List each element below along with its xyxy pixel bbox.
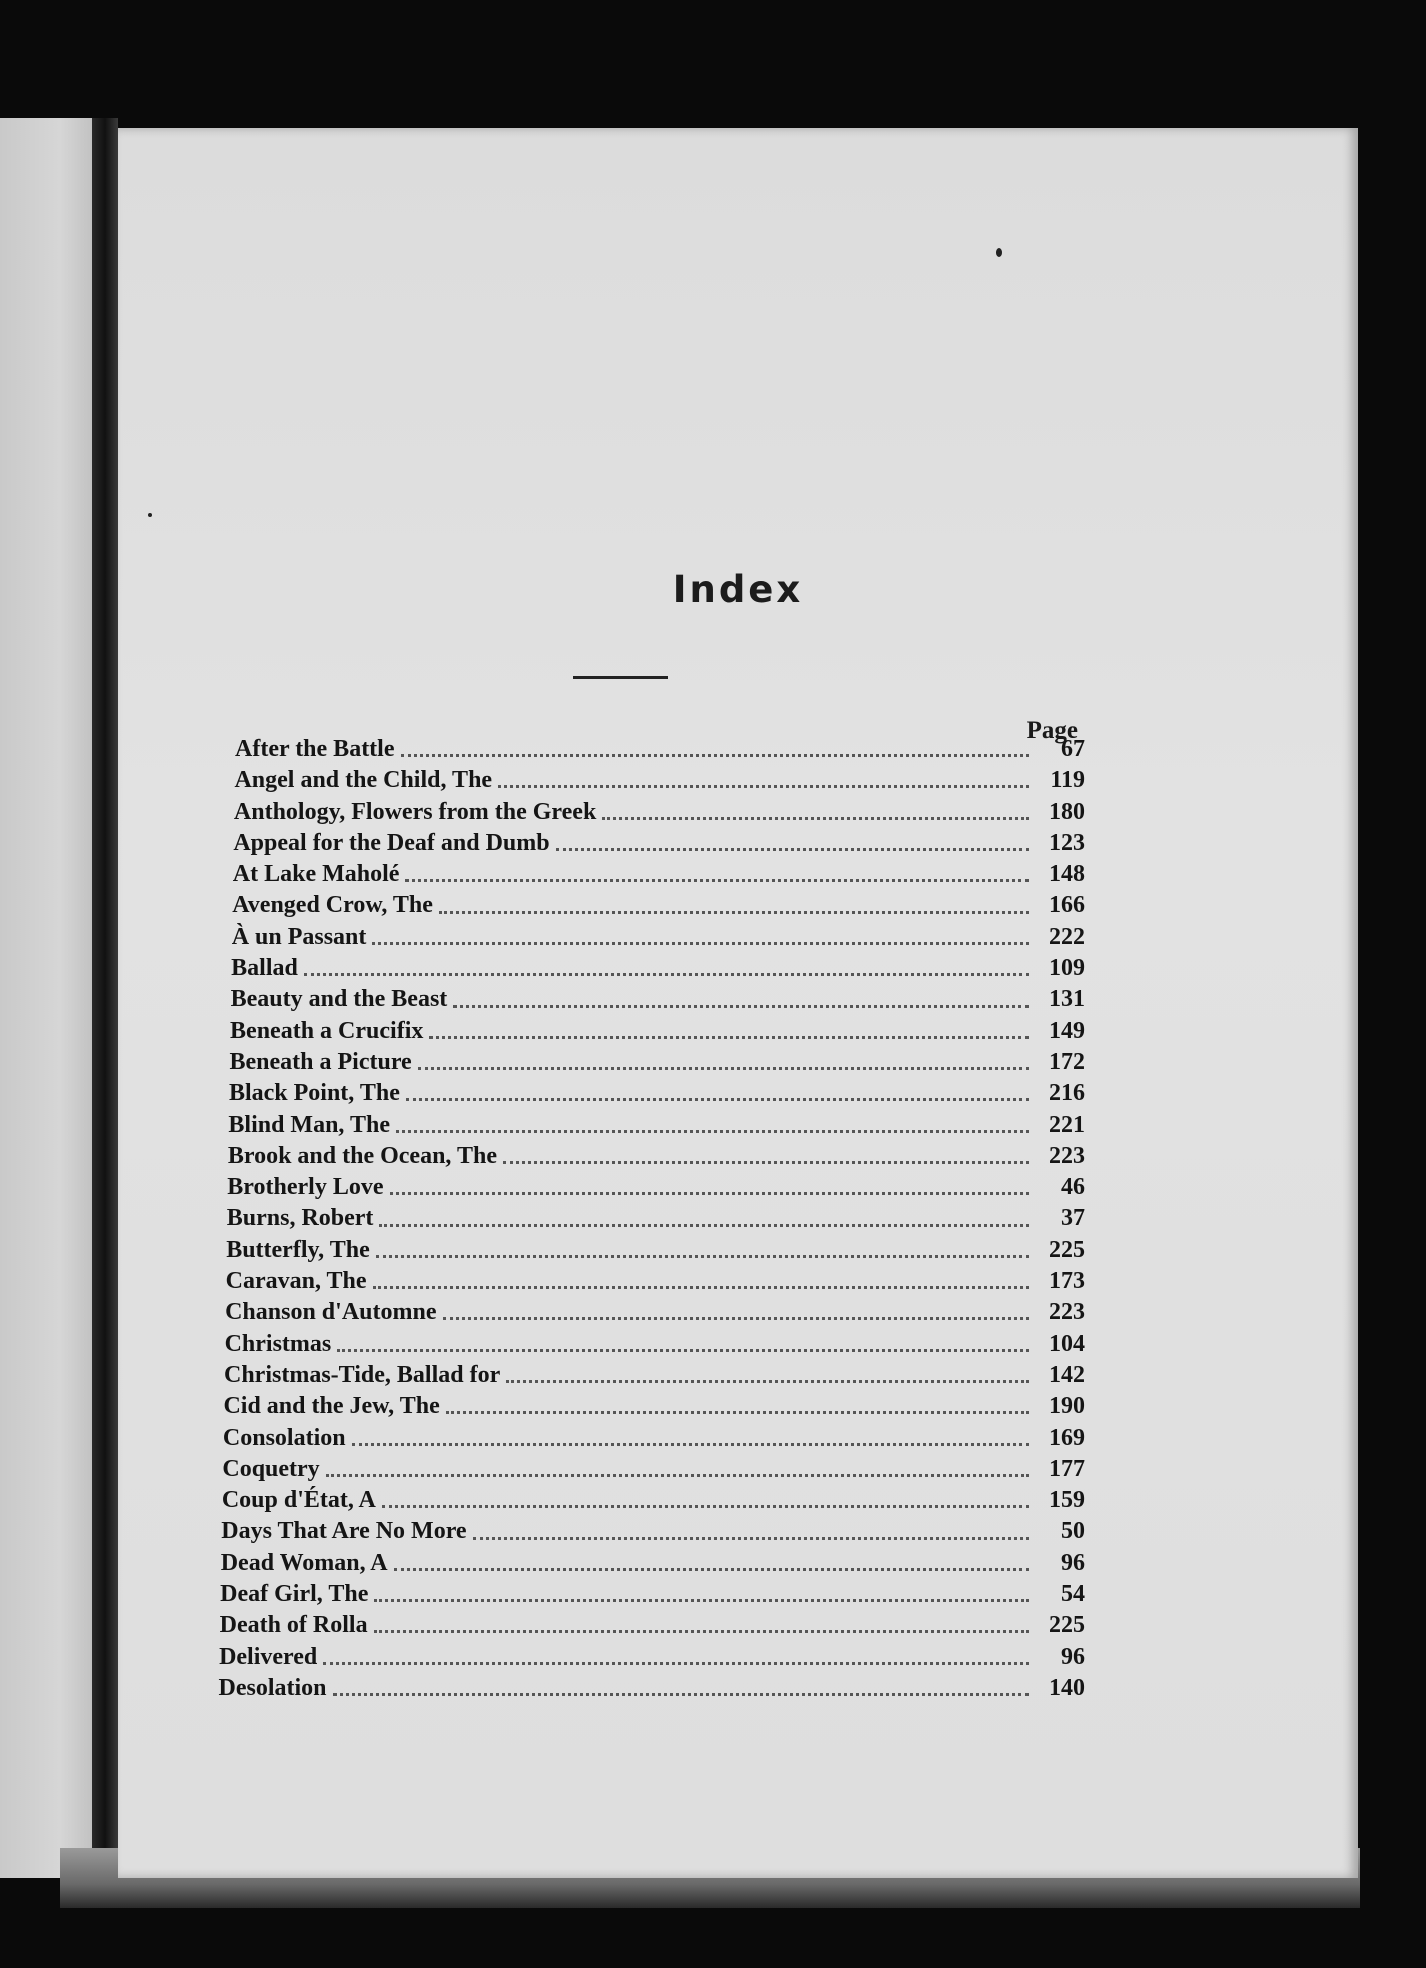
dot-leader xyxy=(374,1630,1029,1633)
entry-title: Beneath a Crucifix xyxy=(230,1017,424,1044)
dot-leader xyxy=(374,1599,1029,1602)
entry-title: Cid and the Jew, The xyxy=(223,1393,440,1420)
index-entry xyxy=(232,890,1085,921)
index-entry xyxy=(221,1516,1085,1547)
entry-page-number: 131 xyxy=(1049,986,1085,1013)
entry-title: Consolation xyxy=(222,1424,346,1451)
entry-title: Anthology, Flowers from the Greek xyxy=(233,798,597,825)
index-entry xyxy=(220,1579,1085,1610)
entry-title: Burns, Robert xyxy=(226,1205,374,1232)
index-entry xyxy=(223,1423,1085,1454)
index-entry xyxy=(225,1329,1085,1360)
entry-title: Beauty and the Beast xyxy=(230,986,448,1013)
book-spine xyxy=(92,118,118,1878)
entry-page-number: 166 xyxy=(1049,892,1085,919)
entry-page-number: 159 xyxy=(1049,1487,1085,1514)
entry-title: Brotherly Love xyxy=(227,1174,384,1201)
index-entry xyxy=(221,1548,1085,1579)
entry-page-number: 169 xyxy=(1049,1424,1085,1451)
dot-leader xyxy=(390,1192,1030,1195)
dot-leader xyxy=(506,1380,1029,1383)
ink-speck xyxy=(148,513,152,517)
entry-page-number: 180 xyxy=(1049,798,1085,825)
index-entry xyxy=(226,1266,1085,1297)
dot-leader xyxy=(379,1224,1029,1227)
entry-page-number: 149 xyxy=(1049,1017,1085,1044)
dot-leader xyxy=(337,1349,1029,1352)
entry-title: Christmas xyxy=(224,1330,332,1357)
index-entry xyxy=(228,1141,1085,1172)
entry-title: Black Point, The xyxy=(228,1080,400,1107)
entry-page-number: 225 xyxy=(1049,1236,1085,1263)
entry-page-number: 104 xyxy=(1049,1330,1085,1357)
dot-leader xyxy=(396,1130,1029,1133)
index-entry xyxy=(234,765,1085,796)
entry-page-number: 67 xyxy=(1061,736,1085,762)
entry-title: Beneath a Picture xyxy=(229,1048,412,1075)
entry-title: Chanson d'Automne xyxy=(225,1299,437,1326)
entry-page-number: 37 xyxy=(1061,1205,1085,1232)
index-entry xyxy=(233,859,1085,890)
entry-page-number: 140 xyxy=(1049,1674,1085,1701)
ink-speck xyxy=(996,248,1002,257)
page-column-heading: Page xyxy=(1026,717,1078,744)
entry-page-number: 46 xyxy=(1061,1174,1085,1201)
dot-leader xyxy=(394,1568,1029,1571)
index-entry xyxy=(228,1110,1085,1141)
entry-title: Deaf Girl, The xyxy=(220,1581,369,1608)
dot-leader xyxy=(453,1005,1029,1008)
entry-page-number: 142 xyxy=(1049,1361,1085,1388)
entry-title: Death of Rolla xyxy=(219,1612,368,1639)
entry-title: À un Passant xyxy=(231,923,367,950)
entry-title: Days That Are No More xyxy=(221,1518,467,1545)
entry-page-number: 96 xyxy=(1061,1549,1085,1576)
dot-leader xyxy=(333,1693,1030,1696)
index-entry xyxy=(235,734,1085,765)
entry-page-number: 173 xyxy=(1049,1268,1085,1295)
index-entry xyxy=(227,1172,1085,1203)
entry-page-number: 190 xyxy=(1049,1393,1085,1420)
entry-page-number: 172 xyxy=(1049,1048,1085,1075)
dot-leader xyxy=(372,942,1029,945)
dot-leader xyxy=(429,1036,1029,1039)
entry-title: Coup d'État, A xyxy=(221,1487,376,1514)
entry-title: Christmas-Tide, Ballad for xyxy=(224,1361,501,1388)
dot-leader xyxy=(376,1255,1029,1258)
entry-title: Butterfly, The xyxy=(226,1236,370,1263)
entry-title: Avenged Crow, The xyxy=(232,892,433,919)
entry-title: Desolation xyxy=(218,1674,327,1701)
index-entry xyxy=(220,1610,1085,1641)
dot-leader xyxy=(304,973,1029,976)
dot-leader xyxy=(352,1443,1029,1446)
entry-page-number: 225 xyxy=(1049,1612,1085,1639)
entry-title: Coquetry xyxy=(222,1455,320,1482)
entry-title: Caravan, The xyxy=(225,1268,367,1295)
dot-leader xyxy=(418,1067,1029,1070)
entry-page-number: 223 xyxy=(1049,1299,1085,1326)
index-entry xyxy=(230,1016,1085,1047)
dot-leader xyxy=(401,754,1030,757)
index-entry xyxy=(223,1391,1085,1422)
entry-page-number: 109 xyxy=(1049,955,1085,982)
dot-leader xyxy=(446,1411,1029,1414)
dot-leader xyxy=(556,848,1029,851)
entry-page-number: 54 xyxy=(1061,1581,1085,1608)
index-entry xyxy=(222,1485,1085,1516)
dot-leader xyxy=(406,1098,1029,1101)
entry-title: Dead Woman, A xyxy=(220,1549,388,1576)
entry-title: Ballad xyxy=(231,955,298,982)
dot-leader xyxy=(405,879,1029,882)
index-entry xyxy=(229,1078,1085,1109)
entry-page-number: 96 xyxy=(1061,1643,1085,1670)
index-entry xyxy=(234,797,1085,828)
entry-page-number: 50 xyxy=(1061,1518,1085,1545)
dot-leader xyxy=(439,911,1029,914)
dot-leader xyxy=(323,1662,1029,1665)
index-entry xyxy=(227,1203,1085,1234)
dot-leader xyxy=(443,1317,1030,1320)
entry-title: At Lake Maholé xyxy=(232,861,400,888)
dot-leader xyxy=(498,785,1029,788)
index-entry xyxy=(231,953,1085,984)
dot-leader xyxy=(503,1161,1029,1164)
entry-title: Blind Man, The xyxy=(228,1111,391,1138)
index-entry xyxy=(224,1360,1085,1391)
index-entry xyxy=(226,1235,1085,1266)
index-entry xyxy=(222,1454,1085,1485)
index-entry xyxy=(233,828,1085,859)
entry-title: Angel and the Child, The xyxy=(234,767,493,794)
entry-page-number: 119 xyxy=(1050,767,1085,794)
index-entry xyxy=(230,1047,1086,1078)
index-entry xyxy=(219,1673,1086,1704)
index-page xyxy=(118,128,1358,1878)
entry-page-number: 221 xyxy=(1049,1111,1085,1138)
entry-title: Delivered xyxy=(219,1643,318,1670)
index-entry xyxy=(219,1642,1085,1673)
entry-page-number: 177 xyxy=(1049,1455,1085,1482)
dot-leader xyxy=(602,817,1029,820)
entry-page-number: 148 xyxy=(1049,861,1085,888)
entry-title: After the Battle xyxy=(235,736,395,762)
dot-leader xyxy=(373,1286,1029,1289)
entry-page-number: 223 xyxy=(1049,1142,1085,1169)
page-title: Index xyxy=(672,568,804,611)
entry-page-number: 216 xyxy=(1049,1080,1085,1107)
left-page-edge xyxy=(0,118,100,1878)
entry-title: Brook and the Ocean, The xyxy=(227,1142,497,1169)
index-entry xyxy=(231,984,1085,1015)
entry-title: Appeal for the Deaf and Dumb xyxy=(233,829,550,856)
dot-leader xyxy=(473,1537,1029,1540)
index-list xyxy=(218,734,1085,1704)
index-entry xyxy=(225,1297,1085,1328)
dot-leader xyxy=(326,1474,1029,1477)
entry-page-number: 123 xyxy=(1049,829,1085,856)
entry-page-number: 222 xyxy=(1049,923,1085,950)
index-entry xyxy=(232,922,1085,953)
title-rule xyxy=(573,676,668,679)
dot-leader xyxy=(382,1505,1029,1508)
